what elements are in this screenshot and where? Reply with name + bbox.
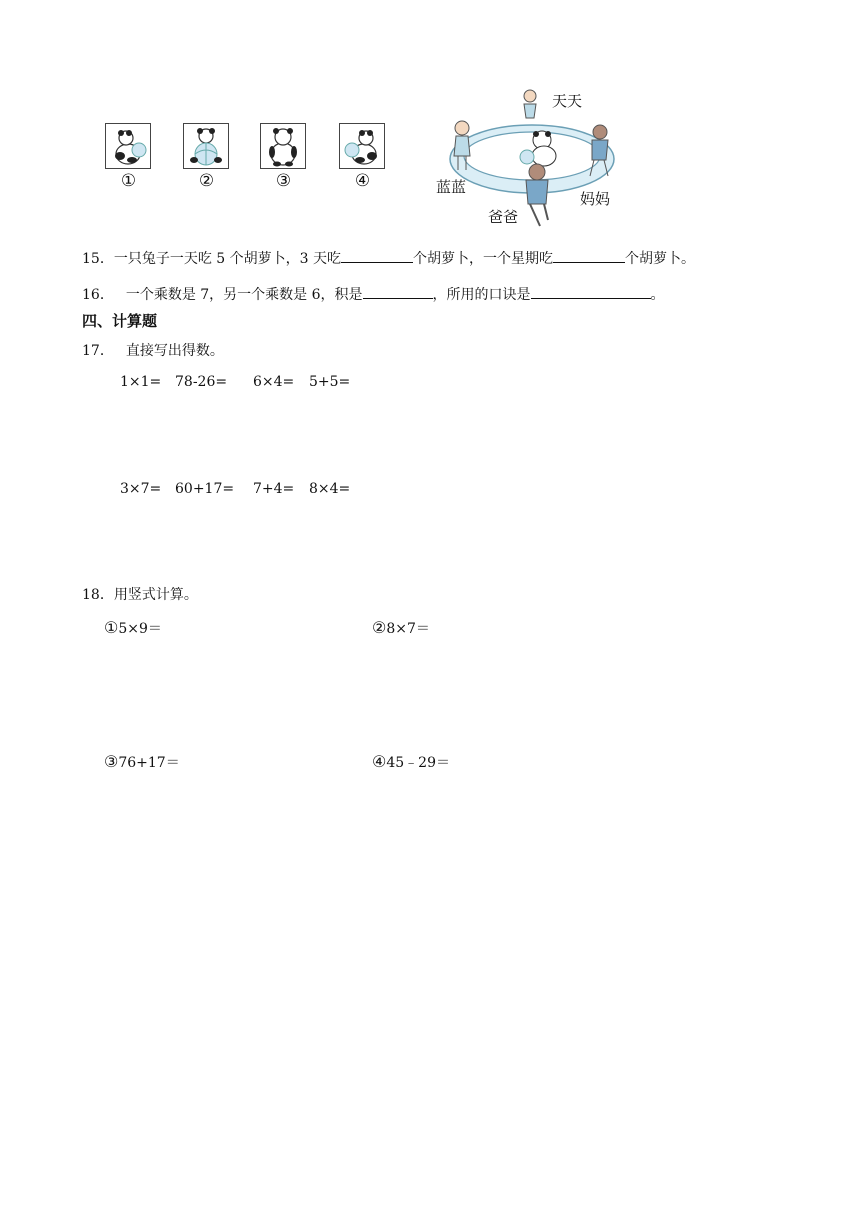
option-label: ①	[120, 171, 137, 191]
option-label: ②	[198, 171, 215, 191]
panda-back-view-icon	[260, 123, 306, 169]
equation: 60+17=	[175, 481, 235, 497]
question-text: 。	[650, 287, 665, 303]
answer-blank[interactable]	[341, 248, 413, 263]
item-label: ②	[372, 618, 387, 637]
option-label: ④	[354, 171, 371, 191]
item-expression: 8×7＝	[386, 621, 430, 637]
panda-side-view-icon	[105, 123, 151, 169]
question-text: 个胡萝卜。	[625, 251, 695, 267]
question-text: 一只兔子一天吃 5 个胡萝卜，3 天吃	[113, 251, 341, 267]
panda-front-ball-icon	[183, 123, 229, 169]
equation: 3×7=	[120, 481, 162, 497]
vertical-calc-item-2	[372, 618, 430, 638]
question-number: 15．	[82, 251, 114, 267]
panda-option-1	[105, 123, 152, 191]
answer-blank[interactable]	[553, 248, 625, 263]
panda-option-2	[183, 123, 230, 191]
question-prompt: 直接写出得数。	[125, 343, 224, 359]
equation: 8×4=	[309, 481, 351, 497]
item-expression: 76+17＝	[118, 755, 180, 771]
question-text: ，所用的口诀是	[432, 287, 531, 303]
question-15	[82, 248, 695, 268]
question-number: 17．	[82, 343, 114, 359]
name-label-top: 天天	[552, 92, 583, 110]
name-label-right: 妈妈	[580, 190, 611, 208]
equation: 78-26=	[175, 374, 228, 390]
item-label: ①	[104, 618, 119, 637]
name-label-bottom: 爸爸	[488, 208, 519, 226]
question-18	[82, 584, 198, 604]
answer-blank[interactable]	[363, 284, 433, 299]
question-text: 个胡萝卜，一个星期吃	[413, 251, 553, 267]
equation: 1×1=	[120, 374, 162, 390]
panda-option-4	[339, 123, 386, 191]
panda-side-view-icon	[339, 123, 385, 169]
equation: 6×4=	[253, 374, 295, 390]
equation: 7+4=	[253, 481, 295, 497]
question-16	[82, 284, 665, 304]
question-number: 16．	[82, 287, 114, 303]
question-number: 18．	[82, 587, 114, 603]
vertical-calc-item-1	[104, 618, 162, 638]
question-prompt: 用竖式计算。	[113, 587, 198, 603]
item-label: ③	[104, 752, 119, 771]
item-expression: 45﹣29＝	[386, 755, 450, 771]
section-heading: 四、计算题	[82, 312, 158, 330]
question-text: 一个乘数是 7，另一个乘数是 6，积是	[125, 287, 363, 303]
question-17	[82, 340, 224, 360]
answer-blank[interactable]	[531, 284, 651, 299]
item-expression: 5×9＝	[118, 621, 162, 637]
equation: 5+5=	[309, 374, 351, 390]
family-ring-illustration	[432, 84, 622, 230]
name-label-left: 蓝蓝	[436, 178, 467, 196]
option-label: ③	[275, 171, 292, 191]
vertical-calc-item-4	[372, 752, 450, 772]
vertical-calc-item-3	[104, 752, 180, 772]
panda-option-3	[260, 123, 307, 191]
item-label: ④	[372, 752, 387, 771]
